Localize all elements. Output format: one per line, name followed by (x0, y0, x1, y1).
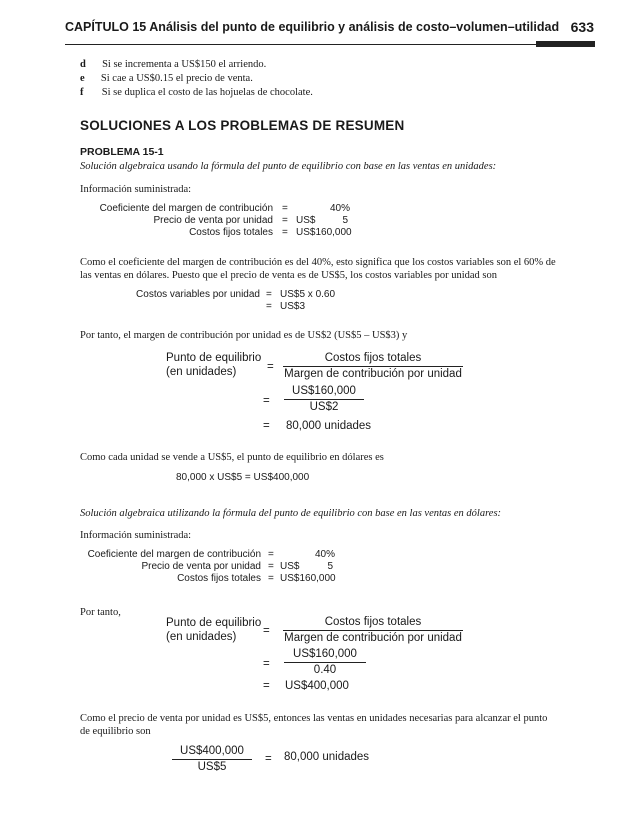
formula-numerator: US$160,000 (293, 648, 357, 660)
list-item (80, 58, 266, 71)
part2-info-label: Información suministrada: (80, 530, 192, 541)
item-text: Si se incrementa a US$150 el arriendo. (102, 59, 267, 70)
formula-numerator: Costos fijos totales (324, 616, 422, 628)
formula-denominator: US$2 (309, 401, 339, 413)
info-row-eq: = (282, 227, 288, 238)
formula-result: 80,000 unidades (286, 420, 372, 432)
info-row-label: Coeficiente del margen de contribución (87, 549, 261, 560)
cv-value: US$3 (280, 301, 306, 312)
formula-numerator: US$160,000 (292, 385, 356, 397)
info-row-label: Precio de venta por unidad (153, 215, 273, 226)
info-row-currency: US$ (296, 215, 316, 226)
item-letter: e (80, 73, 85, 84)
item-text: Si se duplica el costo de las hojuelas de chocolate. (101, 87, 313, 98)
info-row-eq: = (282, 215, 288, 226)
cv-eq: = (266, 301, 272, 312)
paragraph-line: Por tanto, el margen de contribución por unidad es de US$2 (US$5 – US$3) y (80, 330, 408, 341)
header-rule (65, 44, 595, 45)
cv-label: Costos variables por unidad (136, 289, 260, 300)
info-row-eq: = (282, 203, 288, 214)
paragraph-line: Como el coeficiente del margen de contribución es del 40%, esto significa que los costos variables son el 60% de (80, 257, 556, 268)
item-text: Si cae a US$0.15 el precio de venta. (100, 73, 253, 84)
fraction-bar (283, 630, 463, 631)
fraction-bar (284, 662, 366, 663)
info-row-value: US$160,000 (296, 227, 352, 238)
paragraph-line: Como cada unidad se vende a US$5, el punto de equilibrio en dólares es (80, 452, 384, 463)
chapter-title: Análisis del punto de equilibrio y análisis de costo–volumen–utilidad (149, 20, 560, 34)
por-tanto: Por tanto, (80, 607, 121, 618)
formula-denominator: Margen de contribución por unidad (284, 632, 462, 644)
formula-eq: = (263, 395, 270, 407)
info-row-eq: = (268, 561, 274, 572)
dollars-calc: 80,000 x US$5 = US$400,000 (176, 472, 310, 483)
paragraph-line: las ventas en dólares. Puesto que el precio de venta es de US$5, los costos variables por unidad son (80, 270, 497, 281)
formula-eq: = (263, 680, 270, 692)
info-row-value: 40% (329, 203, 350, 214)
info-row-currency: US$ (280, 561, 300, 572)
list-item (80, 72, 253, 85)
info-row-value: 5 (327, 561, 333, 572)
item-letter: f (80, 87, 84, 98)
cv-eq: = (266, 289, 272, 300)
fraction-bar (172, 759, 252, 760)
formula-eq: = (263, 625, 270, 637)
info-row-label: Precio de venta por unidad (141, 561, 261, 572)
final-eq: = (265, 753, 272, 765)
info-row-eq: = (268, 573, 274, 584)
info-row-label: Costos fijos totales (189, 227, 273, 238)
paragraph-line: de equilibrio son (80, 726, 151, 737)
info-row-label: Coeficiente del margen de contribución (99, 203, 273, 214)
cv-value: US$5 x 0.60 (280, 289, 336, 300)
formula-label: Punto de equilibrio (166, 352, 262, 364)
part2-intro: Solución algebraica utilizando la fórmula del punto de equilibrio con base en las ventas en dólares: (80, 508, 502, 519)
part1-info-label: Información suministrada: (80, 184, 192, 195)
section-title: SOLUCIONES A LOS PROBLEMAS DE RESUMEN (80, 118, 405, 133)
formula-label: (en unidades) (166, 631, 237, 643)
formula-eq: = (267, 361, 274, 373)
info-row-eq: = (268, 549, 274, 560)
formula-result: US$400,000 (285, 680, 349, 692)
formula-denominator: Margen de contribución por unidad (284, 368, 462, 380)
formula-label: (en unidades) (166, 366, 237, 378)
final-numerator: US$400,000 (180, 745, 244, 757)
final-result: 80,000 unidades (284, 751, 370, 763)
header-rule-tab (536, 41, 595, 47)
fraction-bar (283, 366, 463, 367)
info-row-value: 40% (314, 549, 335, 560)
paragraph-line: Como el precio de venta por unidad es US$5, entonces las ventas en unidades necesarias para alcanzar el punto (80, 713, 548, 724)
formula-eq: = (263, 420, 270, 432)
formula-label: Punto de equilibrio (166, 617, 262, 629)
final-denominator: US$5 (197, 761, 227, 773)
problem-title: PROBLEMA 15-1 (80, 146, 164, 158)
page-number: 633 (570, 19, 594, 35)
fraction-bar (284, 399, 364, 400)
info-row-label: Costos fijos totales (177, 573, 261, 584)
running-header (65, 20, 559, 34)
formula-eq: = (263, 658, 270, 670)
item-letter: d (80, 59, 86, 70)
part1-intro: Solución algebraica usando la fórmula del punto de equilibrio con base en las ventas en unidades: (80, 161, 497, 172)
chapter-prefix: CAPÍTULO 15 (65, 20, 147, 34)
formula-denominator: 0.40 (313, 664, 337, 676)
formula-numerator: Costos fijos totales (324, 352, 422, 364)
list-item (80, 86, 313, 99)
info-row-value: US$160,000 (280, 573, 336, 584)
info-row-value: 5 (342, 215, 348, 226)
